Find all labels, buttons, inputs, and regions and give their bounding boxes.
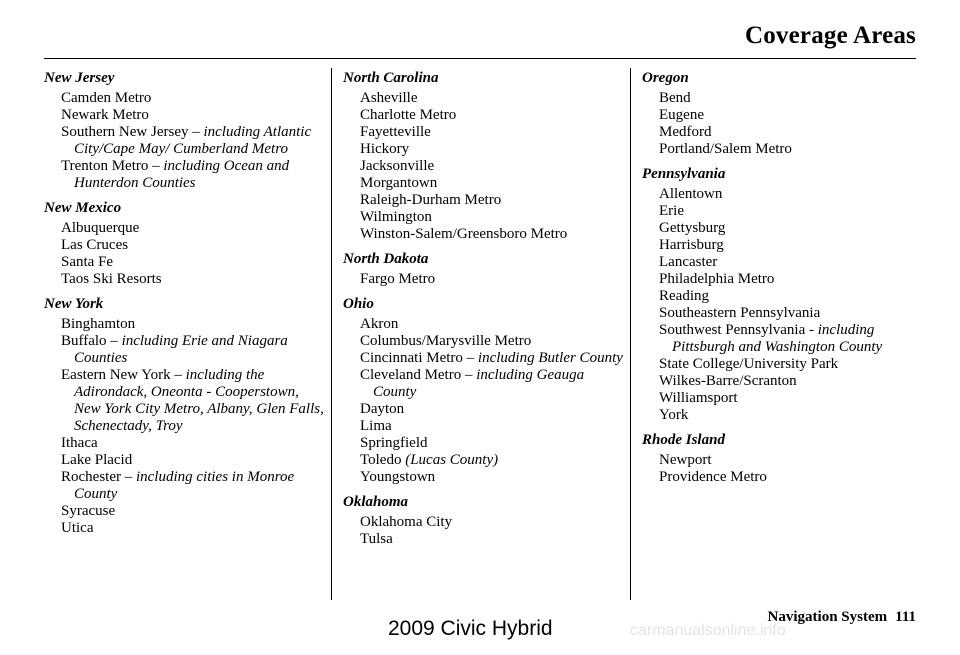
coverage-area-item (642, 469, 922, 486)
coverage-area-item (343, 107, 623, 124)
area-name: Medford (659, 124, 712, 140)
coverage-area-item (44, 158, 324, 192)
coverage-area-item (642, 254, 922, 271)
coverage-area-item (44, 435, 324, 452)
area-name: Fayetteville (360, 124, 431, 140)
coverage-area-item (642, 90, 922, 107)
coverage-area-item (642, 390, 922, 407)
area-name: Columbus/Marysville Metro (360, 333, 532, 349)
area-name: Cleveland Metro – (360, 367, 477, 383)
area-name: Morgantown (360, 175, 438, 191)
area-name: Wilkes-Barre/Scranton (659, 373, 797, 389)
page-number: 111 (895, 609, 916, 625)
area-name: Providence Metro (659, 469, 767, 485)
area-note: including cities in Monroe County (74, 469, 295, 502)
area-name: Syracuse (61, 503, 116, 519)
coverage-area-item (642, 237, 922, 254)
area-name: Ithaca (61, 435, 98, 451)
area-name: Tulsa (360, 531, 393, 547)
coverage-area-item (44, 220, 324, 237)
state-heading: North Dakota (343, 251, 429, 267)
coverage-area-item (343, 452, 623, 469)
area-name: Toledo (360, 452, 406, 468)
coverage-area-item (343, 333, 623, 350)
title-divider (44, 58, 916, 59)
coverage-area-item (343, 124, 623, 141)
state-heading: Pennsylvania (642, 166, 726, 182)
area-name: Santa Fe (61, 254, 114, 270)
area-note: (Lucas County) (405, 452, 499, 468)
coverage-area-item (642, 322, 922, 356)
state-heading: New York (44, 296, 104, 312)
area-name: State College/University Park (659, 356, 839, 372)
coverage-area-item (44, 503, 324, 520)
coverage-area-item (343, 271, 623, 288)
area-name: Southwest Pennsylvania - (659, 322, 818, 338)
coverage-area-item (44, 90, 324, 107)
coverage-area-item (642, 407, 922, 424)
area-name: Lancaster (659, 254, 718, 270)
coverage-area-item (343, 469, 623, 486)
area-name: Fargo Metro (360, 271, 436, 287)
area-name: Bend (659, 90, 691, 106)
area-note: including Ocean and Hunterdon Counties (74, 158, 290, 191)
coverage-area-item (642, 271, 922, 288)
area-name: Charlotte Metro (360, 107, 457, 123)
coverage-area-item (44, 237, 324, 254)
area-name: Youngstown (360, 469, 436, 485)
area-note: including Pittsburgh and Washington County (672, 322, 883, 355)
coverage-area-item (343, 418, 623, 435)
coverage-area-item (44, 333, 324, 367)
area-name: Reading (659, 288, 709, 304)
area-name: Springfield (360, 435, 428, 451)
area-name: Eugene (659, 107, 704, 123)
coverage-area-item (44, 452, 324, 469)
coverage-area-item (642, 203, 922, 220)
area-name: Southern New Jersey – (61, 124, 204, 140)
state-heading: Oklahoma (343, 494, 409, 510)
coverage-area-item (44, 520, 324, 537)
coverage-area-item (642, 124, 922, 141)
state-heading: Rhode Island (642, 432, 725, 448)
area-name: Eastern New York – (61, 367, 186, 383)
area-name: Oklahoma City (360, 514, 453, 530)
area-name: Rochester – (61, 469, 136, 485)
coverage-area-item (343, 435, 623, 452)
area-name: York (659, 407, 689, 423)
coverage-area-item (642, 288, 922, 305)
state-heading: North Carolina (343, 70, 439, 86)
area-name: Albuquerque (61, 220, 140, 236)
footer-section: Navigation System (767, 609, 888, 625)
coverage-area-item (44, 124, 324, 158)
coverage-area-item (343, 350, 623, 367)
area-name: Lake Placid (61, 452, 133, 468)
coverage-area-item (642, 220, 922, 237)
area-name: Harrisburg (659, 237, 724, 253)
area-name: Las Cruces (61, 237, 129, 253)
area-name: Utica (61, 520, 94, 536)
column-3 (642, 68, 922, 486)
area-name: Portland/Salem Metro (659, 141, 792, 157)
coverage-area-item (642, 186, 922, 203)
area-name: Wilmington (360, 209, 432, 225)
area-name: Lima (360, 418, 392, 434)
coverage-area-item (642, 107, 922, 124)
area-name: Camden Metro (61, 90, 152, 106)
area-name: Winston-Salem/Greensboro Metro (360, 226, 568, 242)
coverage-area-item (343, 367, 623, 401)
coverage-area-item (44, 469, 324, 503)
area-name: Taos Ski Resorts (61, 271, 162, 287)
coverage-area-item (44, 254, 324, 271)
state-heading: Oregon (642, 70, 689, 86)
coverage-area-item (343, 90, 623, 107)
area-name: Raleigh-Durham Metro (360, 192, 502, 208)
page-title: Coverage Areas (744, 22, 916, 49)
area-note: including Atlantic City/Cape May/ Cumberland Metro (74, 124, 312, 157)
coverage-area-item (343, 514, 623, 531)
area-name: Akron (360, 316, 399, 332)
coverage-area-item (343, 531, 623, 548)
coverage-area-item (44, 316, 324, 333)
area-note: including Butler County (477, 350, 623, 366)
area-name: Asheville (360, 90, 418, 106)
area-name: Buffalo – (61, 333, 122, 349)
coverage-area-item (642, 356, 922, 373)
coverage-area-item (642, 452, 922, 469)
column-divider-2 (630, 68, 631, 600)
coverage-area-item (343, 175, 623, 192)
area-name: Erie (659, 203, 684, 219)
area-name: Newark Metro (61, 107, 149, 123)
coverage-area-item (642, 305, 922, 322)
coverage-area-item (44, 271, 324, 288)
coverage-area-item (44, 367, 324, 435)
coverage-area-item (44, 107, 324, 124)
area-note: including Geauga County (373, 367, 585, 400)
coverage-area-item (343, 158, 623, 175)
area-name: Binghamton (61, 316, 136, 332)
area-name: Newport (659, 452, 712, 468)
area-name: Williamsport (659, 390, 738, 406)
page-footer (768, 609, 916, 626)
watermark-site: carmanualsonline.info (630, 622, 786, 639)
area-name: Allentown (659, 186, 723, 202)
state-heading: New Mexico (44, 200, 122, 216)
area-name: Jacksonville (360, 158, 435, 174)
area-note: including the Adirondack, Oneonta - Cooperstown, New York City Metro, Albany, Glen Falls, Schenectady, Troy (74, 367, 324, 434)
column-1 (44, 68, 324, 537)
area-name: Dayton (360, 401, 405, 417)
column-2 (343, 68, 623, 548)
coverage-area-item (343, 226, 623, 243)
area-name: Cincinnati Metro – (360, 350, 478, 366)
area-name: Philadelphia Metro (659, 271, 775, 287)
coverage-area-item (343, 401, 623, 418)
coverage-area-item (343, 192, 623, 209)
coverage-area-item (642, 141, 922, 158)
state-heading: New Jersey (44, 70, 115, 86)
coverage-area-item (642, 373, 922, 390)
state-heading: Ohio (343, 296, 374, 312)
area-name: Hickory (360, 141, 410, 157)
coverage-area-item (343, 141, 623, 158)
area-name: Southeastern Pennsylvania (659, 305, 821, 321)
area-name: Gettysburg (659, 220, 726, 236)
area-name: Trenton Metro – (61, 158, 164, 174)
watermark-model: 2009 Civic Hybrid (388, 617, 553, 640)
coverage-area-item (343, 209, 623, 226)
area-note: including Erie and Niagara Counties (74, 333, 288, 366)
column-divider-1 (331, 68, 332, 600)
coverage-area-item (343, 316, 623, 333)
